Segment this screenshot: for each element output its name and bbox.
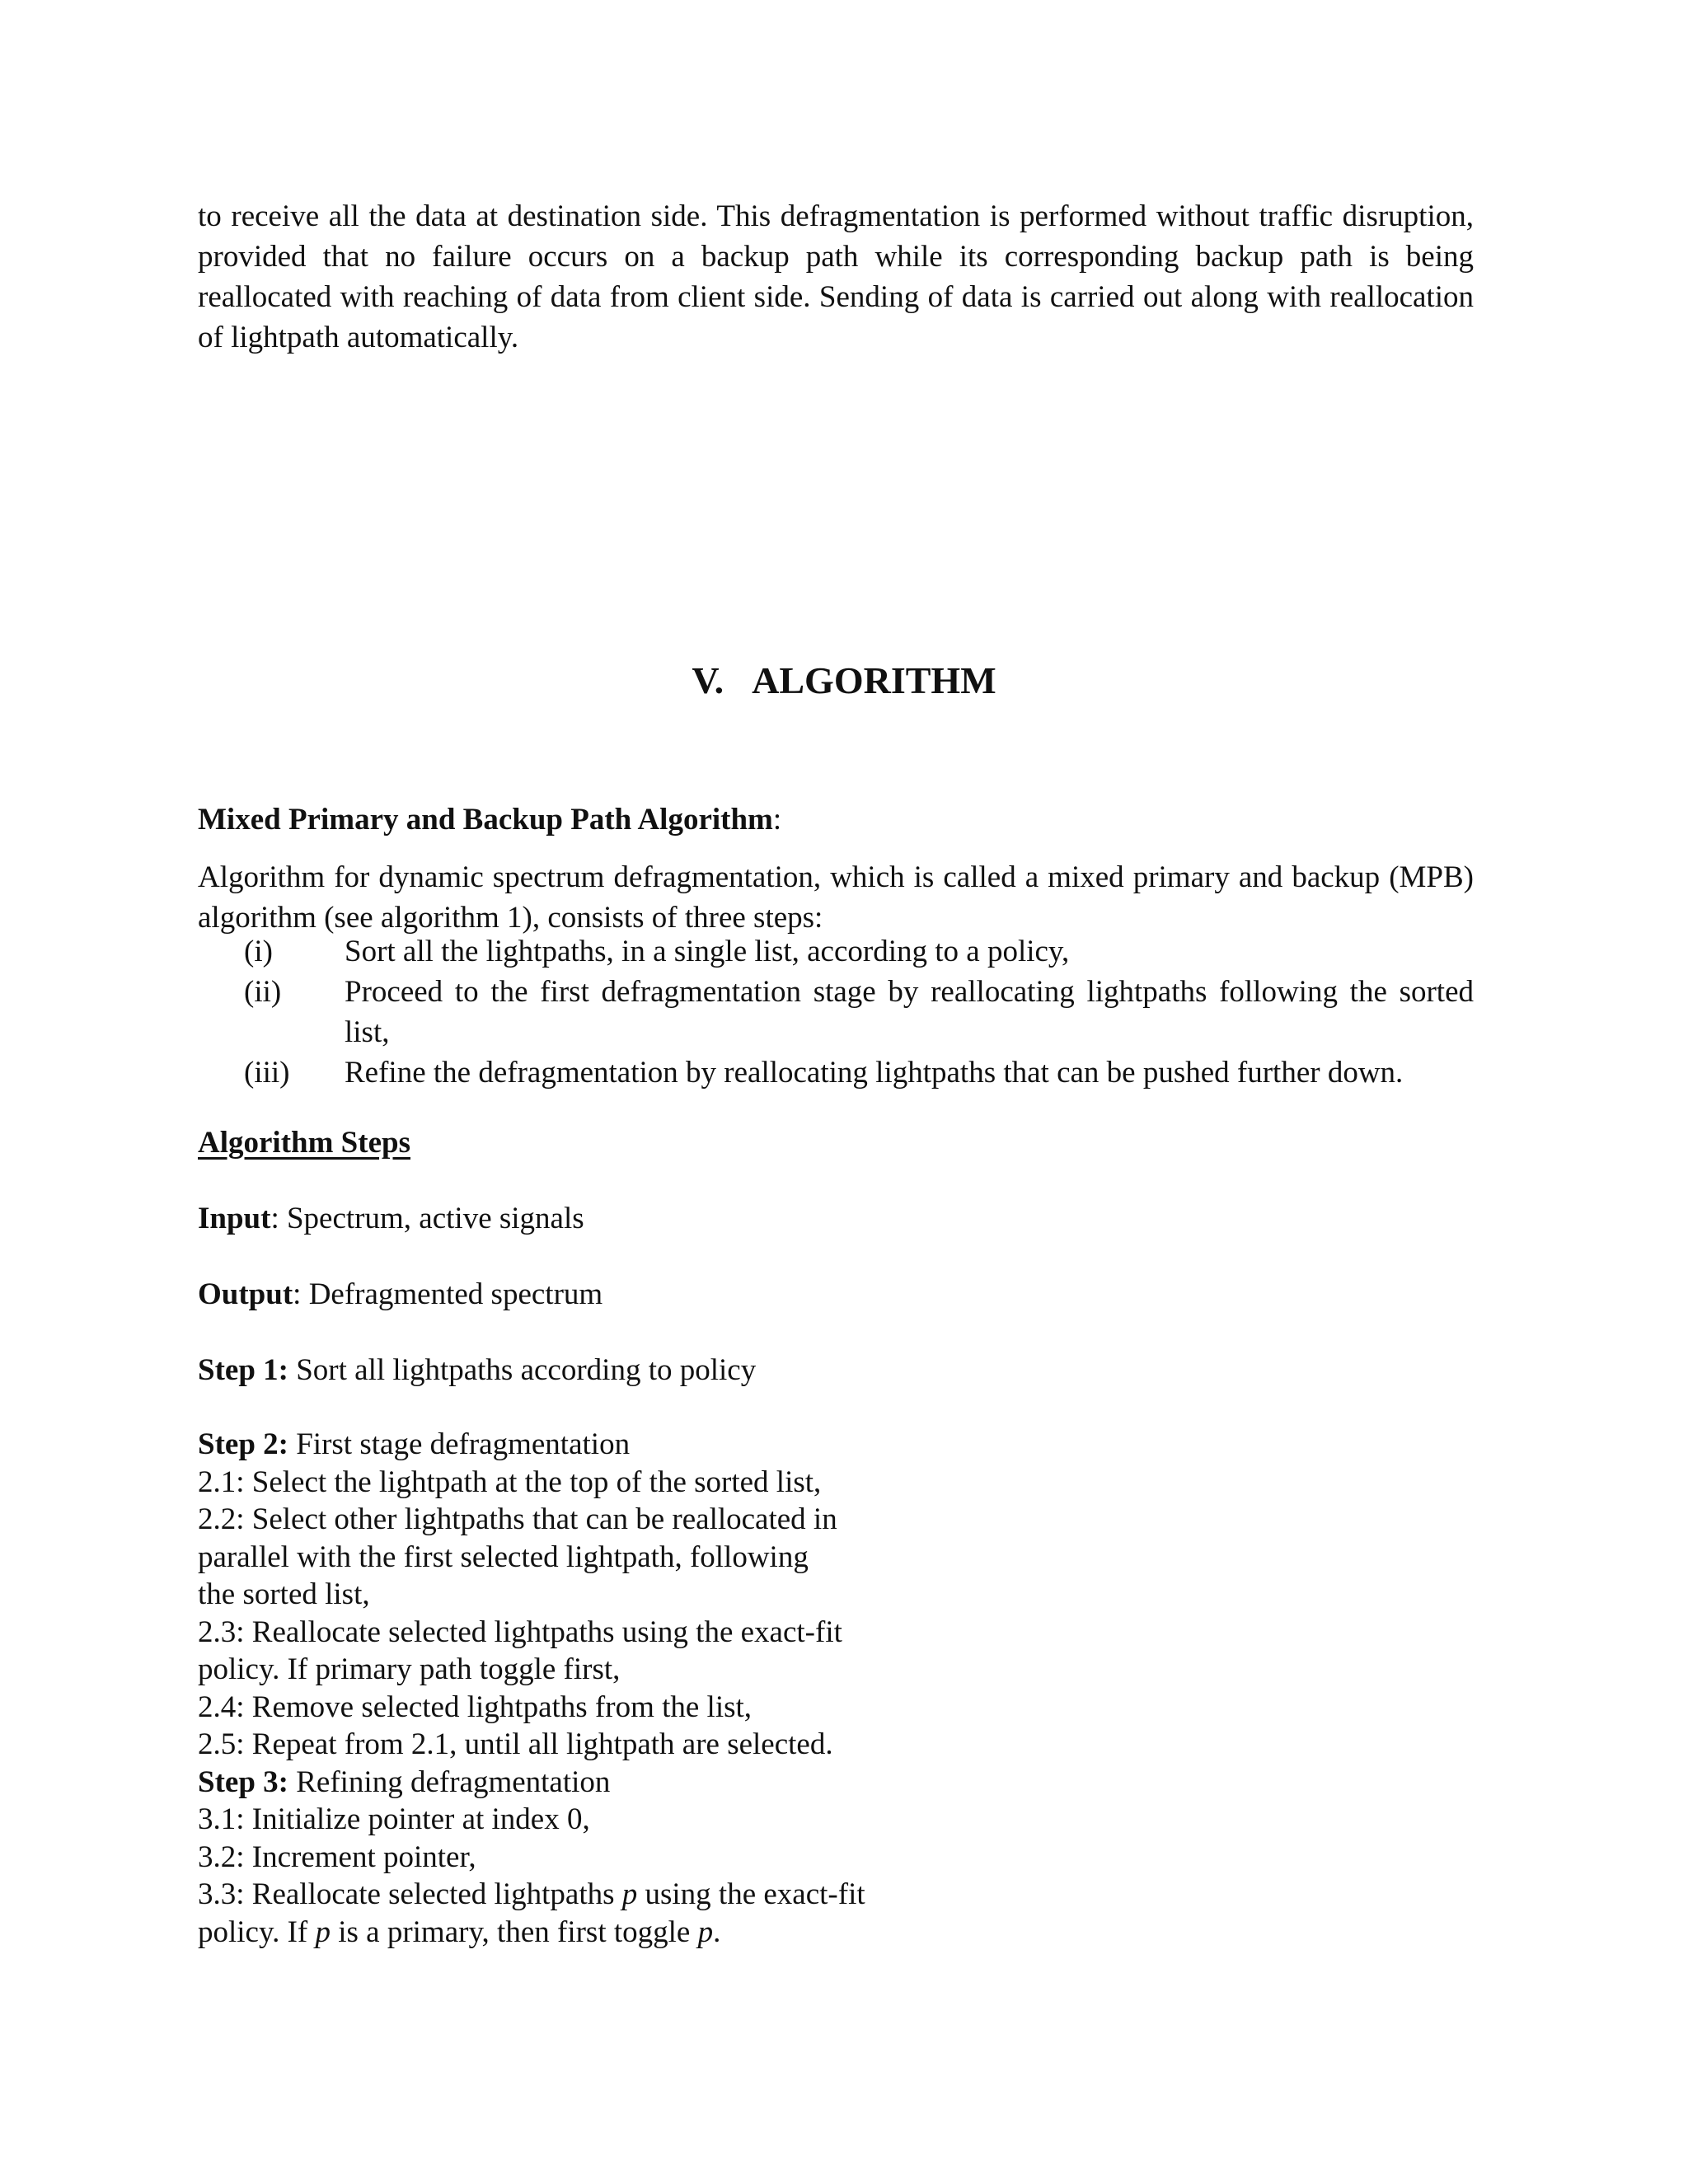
list-item-number: (i) bbox=[244, 935, 273, 968]
algorithm-steps-title: Algorithm Steps bbox=[198, 1126, 410, 1160]
variable-p: p bbox=[621, 1877, 638, 1911]
intro-paragraph bbox=[198, 196, 1474, 358]
input-separator: : bbox=[270, 1202, 279, 1235]
step-line bbox=[198, 1876, 940, 1914]
step-1-value: Sort all lightpaths according to policy bbox=[288, 1353, 757, 1387]
step-3-line bbox=[198, 1764, 940, 1802]
step-line-text: 3.3: Reallocate selected lightpaths bbox=[198, 1877, 622, 1911]
algorithm-subheading bbox=[198, 799, 1474, 840]
output-label: Output bbox=[198, 1277, 293, 1311]
step-line: 2.1: Select the lightpath at the top of the sorted list, bbox=[198, 1465, 822, 1499]
input-line bbox=[198, 1198, 1474, 1239]
step-line: policy. If primary path toggle first, bbox=[198, 1652, 621, 1686]
output-value: Defragmented spectrum bbox=[301, 1277, 603, 1311]
step-line: 2.3: Reallocate selected lightpaths using the exact-fit bbox=[198, 1615, 842, 1649]
list-item-number: (iii) bbox=[244, 1056, 290, 1090]
section-number: V. bbox=[692, 659, 724, 701]
list-item-text: Proceed to the first defragmentation stage by reallocating lightpaths following the sorted list, bbox=[345, 975, 1474, 1049]
algorithm-steps-list bbox=[198, 931, 1474, 1093]
algorithm-subheading-bold: Mixed Primary and Backup Path Algorithm bbox=[198, 803, 773, 837]
step-line-text: policy. If bbox=[198, 1915, 316, 1949]
list-item bbox=[198, 931, 1474, 972]
intro-paragraph-text: to receive all the data at destination side. This defragmentation is performed without traffic disruption, provided that no failure occurs on a backup path while its corresponding backup path is being reallocated with reaching of data from client side. Sending of data is carried out along with reallocation of lightpath automatically. bbox=[198, 199, 1474, 354]
step-line: parallel with the first selected lightpath, following bbox=[198, 1540, 809, 1574]
step-line bbox=[198, 1914, 940, 1952]
input-label: Input bbox=[198, 1202, 271, 1235]
step-line: the sorted list, bbox=[198, 1577, 370, 1611]
step-2-value: First stage defragmentation bbox=[288, 1427, 631, 1461]
step-line: 3.2: Increment pointer, bbox=[198, 1840, 476, 1874]
algorithm-description-text: Algorithm for dynamic spectrum defragmentation, which is called a mixed primary and backup (MPB) algorithm (see algorithm 1), consists of three steps: bbox=[198, 860, 1474, 935]
list-item bbox=[198, 1052, 1474, 1093]
list-item-text: Refine the defragmentation by reallocating lightpaths that can be pushed further down. bbox=[345, 1056, 1404, 1090]
step-3-label: Step 3: bbox=[198, 1765, 288, 1799]
variable-p: p bbox=[697, 1915, 714, 1949]
algorithm-description bbox=[198, 857, 1474, 938]
step-line: 3.1: Initialize pointer at index 0, bbox=[198, 1802, 590, 1836]
step-2-line bbox=[198, 1426, 940, 1464]
algorithm-subheading-suffix: : bbox=[772, 803, 782, 837]
input-value: Spectrum, active signals bbox=[279, 1202, 584, 1235]
list-item-number: (ii) bbox=[244, 975, 282, 1009]
steps-body bbox=[198, 1426, 940, 1951]
step-line: 2.5: Repeat from 2.1, until all lightpath are selected. bbox=[198, 1727, 833, 1761]
output-separator: : bbox=[293, 1277, 302, 1311]
output-line bbox=[198, 1274, 1474, 1315]
step-1-label: Step 1: bbox=[198, 1353, 288, 1387]
step-line: 2.4: Remove selected lightpaths from the list, bbox=[198, 1690, 753, 1724]
list-item-text: Sort all the lightpaths, in a single list, according to a policy, bbox=[345, 935, 1070, 968]
step-3-value: Refining defragmentation bbox=[288, 1765, 611, 1799]
step-1-line bbox=[198, 1350, 1474, 1390]
step-line-text: . bbox=[713, 1915, 721, 1949]
step-line: 2.2: Select other lightpaths that can be reallocated in bbox=[198, 1502, 837, 1536]
list-item bbox=[198, 972, 1474, 1052]
variable-p: p bbox=[315, 1915, 331, 1949]
step-line-text: is a primary, then first toggle bbox=[330, 1915, 698, 1949]
section-heading bbox=[0, 658, 1688, 704]
section-title: ALGORITHM bbox=[752, 659, 996, 701]
step-line-text: using the exact-fit bbox=[637, 1877, 865, 1911]
step-2-label: Step 2: bbox=[198, 1427, 288, 1461]
